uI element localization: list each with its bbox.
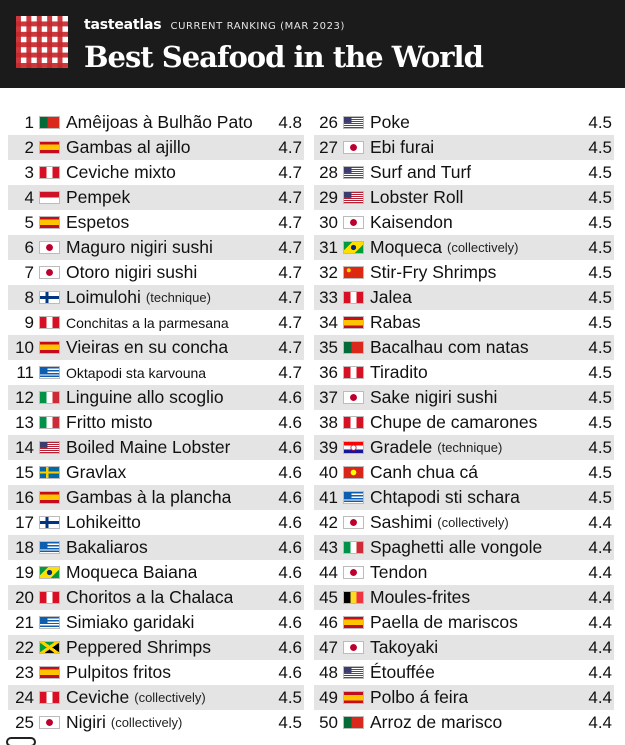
dish-score: 4.7 — [278, 238, 302, 257]
rank-number: 6 — [24, 237, 34, 257]
flag-it-icon — [39, 416, 60, 429]
ranking-row[interactable] — [8, 260, 304, 285]
ranking-row[interactable] — [8, 135, 304, 160]
dish-name[interactable]: Gambas à la plancha — [66, 487, 232, 507]
dish-name[interactable]: Sake nigiri sushi — [370, 387, 498, 407]
ranking-row[interactable] — [314, 585, 614, 610]
dish-score: 4.4 — [588, 713, 612, 732]
dish-score: 4.5 — [588, 388, 612, 407]
rank-number: 15 — [15, 462, 34, 482]
flag-us-icon — [39, 441, 60, 454]
dish-score: 4.5 — [588, 113, 612, 132]
dish-score: 4.6 — [278, 563, 302, 582]
flag-us-icon — [343, 666, 364, 679]
rank-number: 26 — [319, 112, 338, 132]
ranking-row[interactable] — [314, 460, 614, 485]
flag-cn-icon — [343, 266, 364, 279]
ranking-row[interactable] — [314, 610, 614, 635]
dish-name[interactable]: Jalea — [370, 287, 412, 307]
dish-score: 4.5 — [588, 138, 612, 157]
ranking-list-left — [8, 110, 304, 735]
ranking-row[interactable] — [314, 210, 614, 235]
rank-number: 23 — [15, 662, 34, 682]
dish-score: 4.4 — [588, 588, 612, 607]
rank-number: 21 — [15, 612, 34, 632]
flag-br-icon — [343, 241, 364, 254]
rank-number: 20 — [15, 587, 34, 607]
flag-fi-icon — [39, 516, 60, 529]
rank-number: 12 — [15, 387, 34, 407]
ranking-row[interactable] — [314, 185, 614, 210]
flag-pe-icon — [39, 591, 60, 604]
rank-number: 45 — [319, 587, 338, 607]
dish-name[interactable]: Surf and Turf — [370, 162, 472, 182]
dish-score: 4.5 — [588, 488, 612, 507]
rank-number: 14 — [15, 437, 34, 457]
dish-name[interactable]: Gravlax — [66, 462, 127, 482]
rank-number: 38 — [319, 412, 338, 432]
rank-number: 9 — [24, 312, 34, 332]
dish-name[interactable]: Linguine allo scoglio — [66, 387, 224, 407]
ranking-row[interactable] — [314, 310, 614, 335]
dish-name[interactable]: Ebi furai — [370, 137, 435, 157]
dish-name[interactable]: Chupe de camarones — [370, 412, 538, 432]
dish-score: 4.5 — [588, 263, 612, 282]
dish-score: 4.4 — [588, 563, 612, 582]
dish-name[interactable]: Spaghetti alle vongole — [370, 537, 543, 557]
dish-name[interactable]: Nigiri — [66, 712, 106, 732]
dish-name[interactable]: Tiradito — [370, 362, 428, 382]
dish-score: 4.6 — [278, 488, 302, 507]
dish-name[interactable]: Oktapodi sta karvouna — [66, 364, 207, 381]
rank-number: 7 — [24, 262, 34, 282]
dish-name[interactable]: Otoro nigiri sushi — [66, 262, 198, 282]
dish-score: 4.5 — [588, 313, 612, 332]
dish-name[interactable]: Polbo á feira — [370, 687, 469, 707]
dish-name[interactable]: Poke — [370, 112, 410, 132]
dish-score: 4.7 — [278, 263, 302, 282]
dish-name[interactable]: Peppered Shrimps — [66, 637, 211, 657]
rank-number: 4 — [24, 187, 34, 207]
dish-note: (collectively) — [447, 240, 519, 255]
dish-score: 4.5 — [588, 213, 612, 232]
dish-score: 4.6 — [278, 638, 302, 657]
dish-score: 4.7 — [278, 163, 302, 182]
ranking-row[interactable] — [8, 310, 304, 335]
dish-score: 4.6 — [278, 388, 302, 407]
ranking-row[interactable] — [8, 385, 304, 410]
dish-score: 4.6 — [278, 663, 302, 682]
rank-number: 19 — [15, 562, 34, 582]
flag-es-icon — [343, 691, 364, 704]
dish-score: 4.6 — [278, 438, 302, 457]
flag-jp-icon — [39, 716, 60, 729]
rank-number: 17 — [15, 512, 34, 532]
dish-name[interactable]: Takoyaki — [370, 637, 439, 657]
rank-number: 24 — [15, 687, 34, 707]
dish-score: 4.5 — [588, 463, 612, 482]
dish-score: 4.5 — [278, 713, 302, 732]
dish-score: 4.5 — [588, 163, 612, 182]
ranking-row[interactable] — [8, 285, 304, 310]
dish-name[interactable]: Kaisendon — [370, 212, 453, 232]
dish-score: 4.7 — [278, 188, 302, 207]
ranking-row[interactable] — [8, 335, 304, 360]
dish-name[interactable]: Ceviche — [66, 687, 130, 707]
flag-gr-icon — [39, 541, 60, 554]
rank-number: 1 — [24, 112, 34, 132]
rank-number: 3 — [24, 162, 34, 182]
rank-number: 41 — [319, 487, 338, 507]
rank-number: 47 — [319, 637, 338, 657]
rank-number: 42 — [319, 512, 338, 532]
flag-us-icon — [343, 166, 364, 179]
tablecloth-logo-icon — [16, 16, 68, 68]
decorative-mark — [6, 737, 36, 745]
ranking-row[interactable] — [8, 560, 304, 585]
dish-name[interactable]: Chtapodi sti schara — [370, 487, 520, 507]
dish-score: 4.5 — [588, 413, 612, 432]
ranking-row[interactable] — [314, 260, 614, 285]
dish-name[interactable]: Pempek — [66, 187, 131, 207]
dish-name[interactable]: Fritto misto — [66, 412, 153, 432]
ranking-row[interactable] — [8, 210, 304, 235]
flag-jp-icon — [343, 516, 364, 529]
ranking-row[interactable] — [314, 535, 614, 560]
dish-name[interactable]: Pulpitos fritos — [66, 662, 172, 682]
dish-score: 4.5 — [588, 288, 612, 307]
dish-name[interactable]: Maguro nigiri sushi — [66, 237, 213, 257]
dish-score: 4.5 — [588, 338, 612, 357]
flag-es-icon — [343, 316, 364, 329]
dish-name[interactable]: Moqueca — [370, 237, 442, 257]
dish-note: (technique) — [145, 290, 211, 305]
dish-name[interactable]: Moqueca Baiana — [66, 562, 198, 582]
ranking-row[interactable] — [314, 635, 614, 660]
flag-pe-icon — [343, 416, 364, 429]
flag-gr-icon — [39, 366, 60, 379]
rank-number: 11 — [16, 362, 34, 382]
dish-name[interactable]: Amêijoas à Bulhão Pato — [66, 112, 253, 132]
dish-score: 4.7 — [278, 138, 302, 157]
dish-score: 4.7 — [278, 363, 302, 382]
flag-jp-icon — [343, 141, 364, 154]
flag-pt-icon — [343, 716, 364, 729]
dish-score: 4.7 — [278, 338, 302, 357]
rank-number: 44 — [319, 562, 338, 582]
flag-es-icon — [343, 616, 364, 629]
flag-gr-icon — [343, 491, 364, 504]
ranking-list-right — [314, 110, 614, 735]
flag-es-icon — [39, 216, 60, 229]
dish-name[interactable]: Lobster Roll — [370, 187, 464, 207]
dish-name[interactable]: Bakaliaros — [66, 537, 148, 557]
flag-jp-icon — [343, 566, 364, 579]
ranking-row[interactable] — [314, 410, 614, 435]
flag-jp-icon — [39, 241, 60, 254]
flag-gr-icon — [39, 616, 60, 629]
dish-name[interactable]: Gambas al ajillo — [66, 137, 191, 157]
ranking-row[interactable] — [8, 660, 304, 685]
dish-note: (collectively) — [134, 690, 206, 705]
flag-pe-icon — [343, 366, 364, 379]
ranking-row[interactable] — [8, 485, 304, 510]
rank-number: 16 — [15, 487, 34, 507]
flag-jp-icon — [343, 391, 364, 404]
ranking-row[interactable] — [8, 410, 304, 435]
dish-name[interactable]: Simiako garidaki — [66, 612, 195, 632]
ranking-row[interactable] — [314, 235, 614, 260]
dish-score: 4.5 — [588, 438, 612, 457]
flag-pt-icon — [343, 341, 364, 354]
rank-number: 39 — [319, 437, 338, 457]
flag-jm-icon — [39, 641, 60, 654]
ranking-label: CURRENT RANKING (MAR 2023) — [170, 21, 345, 32]
dish-score: 4.6 — [278, 463, 302, 482]
dish-name[interactable]: Rabas — [370, 312, 421, 332]
rank-number: 43 — [319, 537, 338, 557]
ranking-row[interactable] — [8, 360, 304, 385]
ranking-row[interactable] — [8, 635, 304, 660]
ranking-row[interactable] — [8, 685, 304, 710]
dish-score: 4.8 — [278, 113, 302, 132]
dish-name[interactable]: Stir-Fry Shrimps — [370, 262, 497, 282]
ranking-row[interactable] — [8, 185, 304, 210]
rank-number: 46 — [319, 612, 338, 632]
ranking-row[interactable] — [8, 535, 304, 560]
flag-pe-icon — [343, 291, 364, 304]
dish-name[interactable]: Bacalhau com natas — [370, 337, 529, 357]
flag-id-icon — [39, 191, 60, 204]
rank-number: 49 — [319, 687, 338, 707]
rank-number: 32 — [319, 262, 338, 282]
flag-pe-icon — [39, 316, 60, 329]
rank-number: 30 — [319, 212, 338, 232]
ranking-row[interactable] — [8, 585, 304, 610]
ranking-row[interactable] — [8, 435, 304, 460]
flag-es-icon — [39, 141, 60, 154]
dish-score: 4.4 — [588, 538, 612, 557]
flag-jp-icon — [343, 216, 364, 229]
page-title: Best Seafood in the World — [84, 40, 483, 74]
ranking-row[interactable] — [314, 435, 614, 460]
ranking-row[interactable] — [314, 110, 614, 135]
dish-score: 4.6 — [278, 513, 302, 532]
flag-jp-icon — [343, 641, 364, 654]
rank-number: 22 — [15, 637, 34, 657]
dish-name[interactable]: Moules-frites — [370, 587, 471, 607]
ranking-row[interactable] — [314, 685, 614, 710]
rank-number: 25 — [15, 712, 34, 732]
rank-number: 8 — [24, 287, 34, 307]
dish-name[interactable]: Loimulohi — [66, 287, 141, 307]
ranking-row[interactable] — [8, 235, 304, 260]
flag-br-icon — [39, 566, 60, 579]
dish-score: 4.6 — [278, 413, 302, 432]
dish-name[interactable]: Gradele — [370, 437, 433, 457]
rank-number: 10 — [15, 337, 34, 357]
ranking-row[interactable] — [8, 460, 304, 485]
dish-name[interactable]: Arroz de marisco — [370, 712, 503, 732]
flag-se-icon — [39, 466, 60, 479]
rank-number: 33 — [319, 287, 338, 307]
rank-number: 36 — [319, 362, 338, 382]
ranking-row[interactable] — [314, 510, 614, 535]
rank-number: 40 — [319, 462, 338, 482]
brand-name: tasteatlas — [84, 17, 162, 33]
ranking-row[interactable] — [314, 560, 614, 585]
dish-name[interactable]: Vieiras en su concha — [66, 337, 229, 357]
rank-number: 28 — [319, 162, 338, 182]
dish-score: 4.6 — [278, 538, 302, 557]
dish-name[interactable]: Espetos — [66, 212, 130, 232]
dish-score: 4.4 — [588, 513, 612, 532]
ranking-row[interactable] — [314, 485, 614, 510]
flag-it-icon — [39, 391, 60, 404]
dish-score: 4.5 — [588, 363, 612, 382]
flag-pe-icon — [39, 166, 60, 179]
rank-number: 34 — [319, 312, 338, 332]
dish-score: 4.7 — [278, 313, 302, 332]
rank-number: 50 — [319, 712, 338, 732]
flag-hr-icon — [343, 441, 364, 454]
rank-number: 48 — [319, 662, 338, 682]
dish-name[interactable]: Conchitas a la parmesana — [66, 314, 229, 331]
rank-number: 37 — [319, 387, 338, 407]
dish-score: 4.5 — [588, 188, 612, 207]
flag-us-icon — [343, 116, 364, 129]
dish-note: (collectively) — [110, 715, 183, 730]
flag-us-icon — [343, 191, 364, 204]
rank-number: 5 — [24, 212, 34, 232]
flag-pe-icon — [39, 691, 60, 704]
flag-it-icon — [343, 541, 364, 554]
dish-name[interactable]: Sashimi — [370, 512, 433, 532]
flag-fi-icon — [39, 291, 60, 304]
dish-score: 4.4 — [588, 638, 612, 657]
ranking-row[interactable] — [314, 335, 614, 360]
dish-name[interactable]: Étouffée — [370, 662, 435, 682]
flag-es-icon — [39, 666, 60, 679]
ranking-row[interactable] — [8, 610, 304, 635]
dish-name[interactable]: Tendon — [370, 562, 428, 582]
ranking-row[interactable] — [314, 160, 614, 185]
header-banner — [0, 0, 625, 88]
rank-number: 2 — [24, 137, 34, 157]
dish-score: 4.4 — [588, 688, 612, 707]
flag-es-icon — [39, 491, 60, 504]
ranking-row[interactable] — [8, 110, 304, 135]
dish-name[interactable]: Ceviche mixto — [66, 162, 176, 182]
rank-number: 31 — [319, 237, 338, 257]
rank-number: 35 — [319, 337, 338, 357]
ranking-row[interactable] — [8, 510, 304, 535]
dish-note: (collectively) — [437, 515, 509, 530]
rank-number: 27 — [319, 137, 338, 157]
dish-score: 4.6 — [278, 588, 302, 607]
rank-number: 29 — [319, 187, 338, 207]
ranking-row[interactable] — [8, 710, 304, 735]
ranking-row[interactable] — [314, 360, 614, 385]
brand-row — [84, 14, 345, 33]
dish-score: 4.7 — [278, 213, 302, 232]
dish-name[interactable]: Choritos a la Chalaca — [66, 587, 234, 607]
dish-score: 4.5 — [588, 238, 612, 257]
rank-number: 13 — [15, 412, 34, 432]
ranking-row[interactable] — [314, 285, 614, 310]
flag-pt-icon — [39, 116, 60, 129]
dish-score: 4.5 — [278, 688, 302, 707]
ranking-row[interactable] — [314, 710, 614, 735]
rank-number: 18 — [15, 537, 34, 557]
dish-name[interactable]: Paella de mariscos — [370, 612, 518, 632]
flag-be-icon — [343, 591, 364, 604]
dish-note: (technique) — [437, 440, 503, 455]
dish-score: 4.7 — [278, 288, 302, 307]
flag-es-icon — [39, 341, 60, 354]
dish-name[interactable]: Boiled Maine Lobster — [66, 437, 231, 457]
ranking-row[interactable] — [314, 135, 614, 160]
dish-score: 4.4 — [588, 613, 612, 632]
flag-jp-icon — [39, 266, 60, 279]
dish-name[interactable]: Lohikeitto — [66, 512, 141, 532]
ranking-row[interactable] — [314, 385, 614, 410]
ranking-row[interactable] — [8, 160, 304, 185]
flag-vn-icon — [343, 466, 364, 479]
dish-score: 4.6 — [278, 613, 302, 632]
dish-score: 4.4 — [588, 663, 612, 682]
ranking-row[interactable] — [314, 660, 614, 685]
dish-name[interactable]: Canh chua cá — [370, 462, 478, 482]
